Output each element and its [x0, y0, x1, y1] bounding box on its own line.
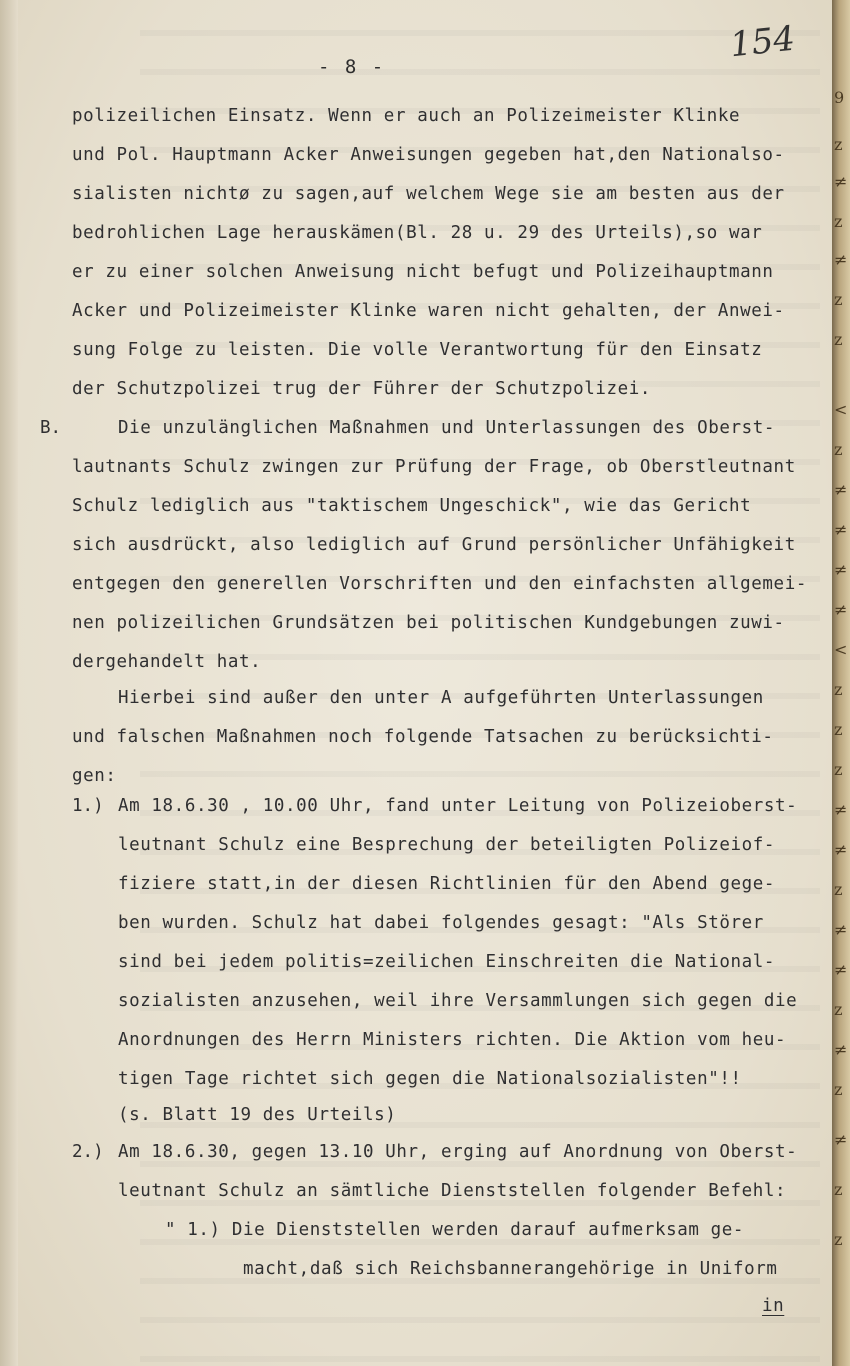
margin-mark: z [834, 1080, 843, 1099]
margin-mark: z [834, 212, 843, 231]
margin-mark: z [834, 1230, 843, 1249]
text-line: dergehandelt hat. [72, 652, 262, 672]
text-line: entgegen den generellen Vorschriften und den einfachsten allgemei- [72, 574, 807, 594]
margin-mark: ≠ [834, 840, 848, 859]
text-line: gen: [72, 766, 117, 786]
text-line: tigen Tage richtet sich gegen die Nationalsozialisten"!! [118, 1069, 742, 1089]
text-line: er zu einer solchen Anweisung nicht befugt und Polizeihauptmann [72, 262, 774, 282]
margin-mark: ≠ [834, 960, 848, 979]
text-line: Anordnungen des Herrn Ministers richten. Die Aktion vom heu- [118, 1030, 787, 1050]
text-line: der Schutzpolizei trug der Führer der Schutzpolizei. [72, 379, 652, 399]
text-line: fiziere statt,in der diesen Richtlinien für den Abend gege- [118, 874, 776, 894]
margin-mark: ≠ [834, 560, 848, 579]
text-line: bedrohlichen Lage herauskämen(Bl. 28 u. 29 des Urteils),so war [72, 223, 763, 243]
text-line: Die unzulänglichen Maßnahmen und Unterlassungen des Oberst- [118, 418, 776, 438]
text-line: (s. Blatt 19 des Urteils) [118, 1105, 397, 1125]
margin-mark: z [834, 440, 843, 459]
margin-mark: < [834, 640, 848, 659]
folio-number: 154 [728, 18, 797, 66]
text-line: " 1.) Die Dienststellen werden darauf aufmerksam ge- [165, 1220, 745, 1240]
text-line: Acker und Polizeimeister Klinke waren nicht gehalten, der Anwei- [72, 301, 785, 321]
margin-mark: 9 [834, 88, 845, 107]
text-line: und Pol. Hauptmann Acker Anweisungen gegeben hat,den Nationalso- [72, 145, 785, 165]
margin-mark: z [834, 720, 843, 739]
margin-mark: ≠ [834, 480, 848, 499]
text-line: und falschen Maßnahmen noch folgende Tatsachen zu berücksichti- [72, 727, 774, 747]
adjacent-page-strip [832, 0, 850, 1366]
page-number: - 8 - [318, 56, 386, 78]
margin-mark: z [834, 1180, 843, 1199]
margin-mark: z [834, 290, 843, 309]
text-line: macht,daß sich Reichsbannerangehörige in Uniform [243, 1259, 778, 1279]
text-line: Am 18.6.30 , 10.00 Uhr, fand unter Leitung von Polizeioberst- [118, 796, 798, 816]
text-line: leutnant Schulz an sämtliche Dienststellen folgender Befehl: [118, 1181, 787, 1201]
margin-mark: z [834, 880, 843, 899]
text-line: sind bei jedem politis=zeilichen Einschreiten die National- [118, 952, 776, 972]
list-marker-2: 2.) [72, 1142, 104, 1162]
margin-mark: z [834, 760, 843, 779]
text-line: sich ausdrückt, also lediglich auf Grund persönlicher Unfähigkeit [72, 535, 796, 555]
margin-mark: ≠ [834, 920, 848, 939]
margin-mark: ≠ [834, 1130, 848, 1149]
margin-mark: ≠ [834, 250, 848, 269]
margin-mark: ≠ [834, 1040, 848, 1059]
text-line: ben wurden. Schulz hat dabei folgendes gesagt: "Als Störer [118, 913, 764, 933]
catchword: in [762, 1296, 785, 1316]
margin-mark: z [834, 680, 843, 699]
text-line: leutnant Schulz eine Besprechung der beteiligten Polizeiof- [118, 835, 776, 855]
text-line: lautnants Schulz zwingen zur Prüfung der Frage, ob Oberstleutnant [72, 457, 796, 477]
text-line: polizeilichen Einsatz. Wenn er auch an Polizeimeister Klinke [72, 106, 741, 126]
text-line: sialisten nichtø zu sagen,auf welchem Wege sie am besten aus der [72, 184, 785, 204]
text-line: Hierbei sind außer den unter A aufgeführten Unterlassungen [118, 688, 764, 708]
margin-mark: < [834, 400, 848, 419]
margin-mark: z [834, 1000, 843, 1019]
text-line: sozialisten anzusehen, weil ihre Versammlungen sich gegen die [118, 991, 798, 1011]
margin-mark: ≠ [834, 172, 848, 191]
margin-mark: ≠ [834, 600, 848, 619]
page-left-edge [0, 0, 18, 1366]
list-marker-1: 1.) [72, 796, 104, 816]
text-line: nen polizeilichen Grundsätzen bei politischen Kundgebungen zuwi- [72, 613, 785, 633]
margin-mark: ≠ [834, 800, 848, 819]
margin-mark: z [834, 135, 843, 154]
text-line: Am 18.6.30, gegen 13.10 Uhr, erging auf Anordnung von Oberst- [118, 1142, 798, 1162]
text-line: Schulz lediglich aus "taktischem Ungeschick", wie das Gericht [72, 496, 752, 516]
margin-mark: ≠ [834, 520, 848, 539]
text-line: sung Folge zu leisten. Die volle Verantwortung für den Einsatz [72, 340, 763, 360]
margin-mark: z [834, 330, 843, 349]
section-marker-b: B. [40, 418, 62, 438]
